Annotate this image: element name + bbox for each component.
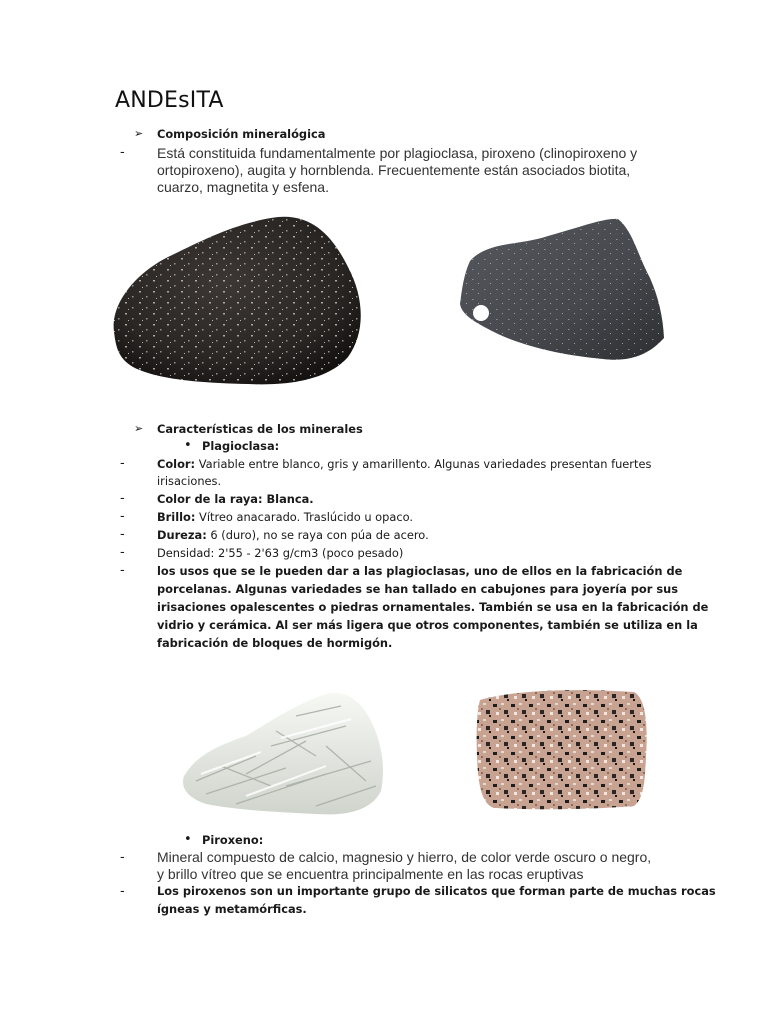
- section-heading-characteristics: Características de los minerales: [157, 422, 363, 436]
- arrow-bullet-icon: ➢: [134, 127, 144, 140]
- page-title: ANDEsITA: [115, 88, 224, 113]
- piroxeno-mineral-line-1: Mineral compuesto de calcio, magnesio y hierro, de color verde oscuro o negro,: [157, 849, 652, 865]
- granite-sample-image: [474, 686, 650, 812]
- andesite-rock-image-2: [458, 216, 666, 364]
- color-text: Variable entre blanco, gris y amarillento. Algunas variedades presentan fuertes: [198, 457, 652, 471]
- usos-line-1: los usos que se le pueden dar a las plagioclasas, uno de ellos en la fabricación de: [157, 564, 683, 578]
- dureza-label: Dureza:: [157, 528, 207, 542]
- round-bullet-icon: •: [184, 832, 192, 847]
- piroxeno-group-line-2: ígneas y metamórficas.: [157, 902, 307, 916]
- color-line-2: irisaciones.: [157, 474, 222, 488]
- dash-bullet-icon: -: [120, 456, 125, 471]
- usos-line-5: fabricación de bloques de hormigón.: [157, 636, 393, 650]
- dash-bullet-icon: -: [120, 509, 125, 524]
- dash-bullet-icon: -: [120, 563, 125, 578]
- dash-bullet-icon: -: [120, 527, 125, 542]
- dash-bullet-icon: -: [120, 545, 125, 560]
- dureza-text: 6 (duro), no se raya con púa de acero.: [210, 528, 429, 542]
- section-heading-composition: Composición mineralógica: [157, 127, 326, 141]
- brillo-label: Brillo:: [157, 510, 196, 524]
- dash-bullet-icon: -: [120, 145, 125, 160]
- densidad-line: Densidad: 2'55 - 2'63 g/cm3 (poco pesado): [157, 546, 404, 560]
- composition-line-1: Está constituida fundamentalmente por plagioclasa, piroxeno (clinopiroxeno y: [157, 145, 638, 161]
- piroxeno-group-line-1: Los piroxenos son un importante grupo de silicatos que forman parte de muchas rocas: [157, 884, 716, 898]
- usos-line-3: irisaciones opalescentes o piedras ornamentales. También se usa en la fabricación de: [157, 600, 709, 614]
- plagioclase-crystal-image: [176, 686, 388, 818]
- raya-line: Color de la raya: Blanca.: [157, 492, 314, 506]
- arrow-bullet-icon: ➢: [134, 422, 144, 435]
- piroxeno-mineral-line-2: y brillo vítreo que se encuentra principalmente en las rocas eruptivas: [157, 866, 584, 882]
- color-line-1: [157, 456, 651, 474]
- brillo-text: Vítreo anacarado. Traslúcido u opaco.: [199, 510, 413, 524]
- brillo-line: [157, 509, 413, 527]
- dash-bullet-icon: -: [120, 884, 125, 899]
- composition-line-2: ortopiroxeno), augita y hornblenda. Frecuentemente están asociados biotita,: [157, 162, 631, 178]
- usos-line-4: vidrio y cerámica. Al ser más ligera que otros componentes, también se utiliza en la: [157, 618, 698, 632]
- dureza-line: [157, 527, 429, 545]
- round-bullet-icon: •: [184, 438, 192, 453]
- subheading-piroxeno: Piroxeno:: [202, 833, 264, 847]
- color-label: Color:: [157, 457, 196, 471]
- usos-line-2: porcelanas. Algunas variedades se han tallado en cabujones para joyería por sus: [157, 582, 678, 596]
- subheading-plagioclasa: Plagioclasa:: [202, 439, 280, 453]
- composition-line-3: cuarzo, magnetita y esfena.: [157, 179, 329, 195]
- andesite-rock-image-1: [108, 212, 366, 388]
- dash-bullet-icon: -: [120, 491, 125, 506]
- dash-bullet-icon: -: [120, 850, 125, 865]
